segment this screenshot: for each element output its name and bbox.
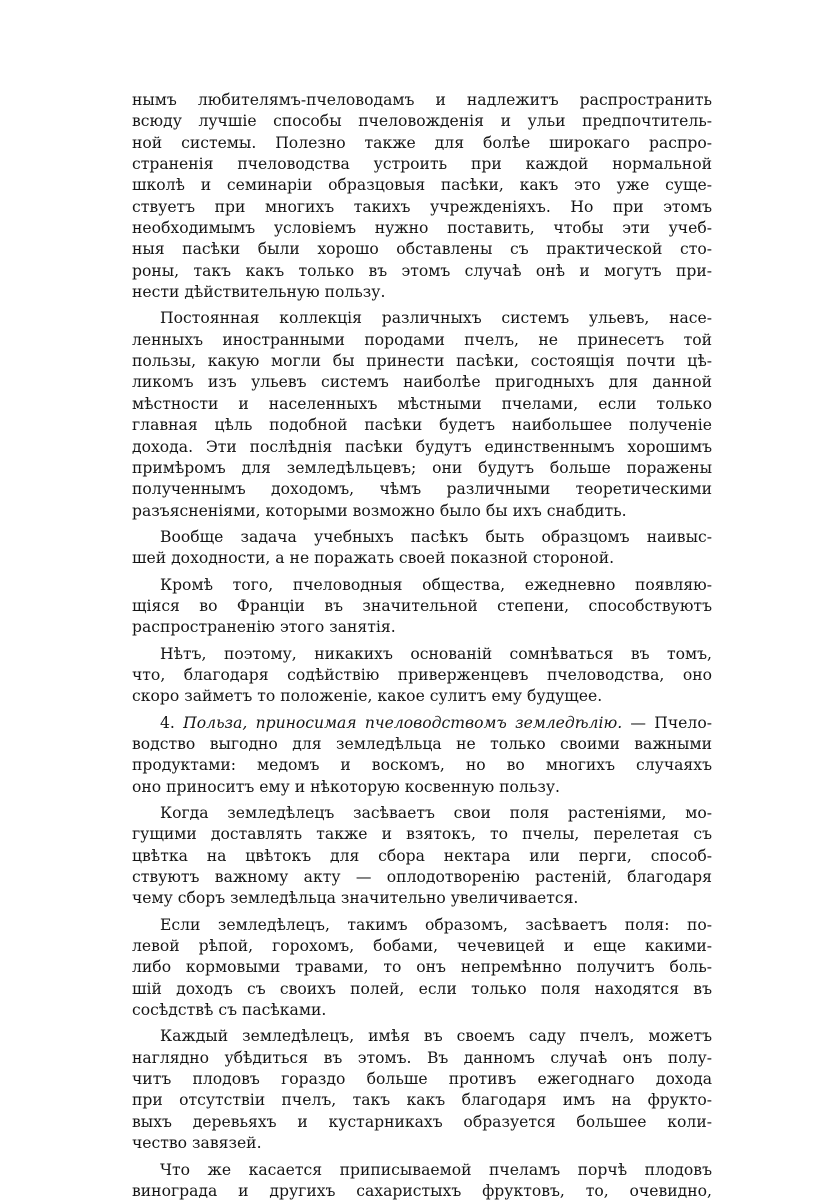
text-line: Постоянная коллекція различныхъ системъ ульевъ, насе-: [132, 308, 712, 329]
paragraph: [132, 527, 712, 570]
paragraph: [132, 308, 712, 521]
text-line: шей доходности, а не поражать своей показной стороной.: [132, 548, 712, 569]
text-line: распространенію этого занятія.: [132, 617, 712, 638]
text-line: гущими доставлять также и взятокъ, то пчелы, перелетая съ: [132, 824, 712, 845]
text-line: водство выгодно для земледѣльца не только своими важными: [132, 734, 712, 755]
text-line: чему сборъ земледѣльца значительно увеличивается.: [132, 888, 712, 909]
text-line: чество завязей.: [132, 1133, 712, 1154]
text-line: необходимымъ условіемъ нужно поставить, чтобы эти учеб-: [132, 218, 712, 239]
text-line: скоро займетъ то положеніе, какое сулитъ ему будущее.: [132, 686, 712, 707]
text-line: всюду лучшіе способы пчеловожденія и ульи предпочтитель-: [132, 111, 712, 132]
page-text-block: [132, 90, 712, 1202]
paragraph: [132, 90, 712, 303]
text-line: ленныхъ иностранными породами пчелъ, не принесетъ той: [132, 330, 712, 351]
paragraph: [132, 713, 712, 798]
text-line: нымъ любителямъ-пчеловодамъ и надлежитъ распространить: [132, 90, 712, 111]
text-line: цвѣтка на цвѣтокъ для сбора нектара или перги, способ-: [132, 846, 712, 867]
text-line: винограда и другихъ сахаристыхъ фруктовъ, то, очевидно,: [132, 1181, 712, 1202]
text-line: Каждый земледѣлецъ, имѣя въ своемъ саду пчелъ, можетъ: [132, 1026, 712, 1047]
text-line: мѣстности и населенныхъ мѣстными пчелами, если только: [132, 394, 712, 415]
text-line: при отсутствіи пчелъ, такъ какъ благодаря имъ на фрукто-: [132, 1090, 712, 1111]
text-line: наглядно убѣдиться въ этомъ. Въ данномъ случаѣ онъ полу-: [132, 1048, 712, 1069]
text-line: главная цѣль подобной пасѣки будетъ наибольшее полученіе: [132, 415, 712, 436]
text-line: ликомъ изъ ульевъ системъ наиболѣе пригодныхъ для данной: [132, 372, 712, 393]
section-heading-rest: — Пчело-: [630, 714, 712, 732]
text-line: ствуютъ важному акту — оплодотворенію растеній, благодаря: [132, 867, 712, 888]
text-line: Что же касается приписываемой пчеламъ порчѣ плодовъ: [132, 1160, 712, 1181]
text-line: продуктами: медомъ и воскомъ, но во многихъ случаяхъ: [132, 755, 712, 776]
text-line: Кромѣ того, пчеловодныя общества, ежедневно появляю-: [132, 575, 712, 596]
section-number: 4.: [160, 714, 175, 732]
text-line: ной системы. Полезно также для болѣе широкаго распро-: [132, 133, 712, 154]
paragraph: [132, 1160, 712, 1202]
text-line: примѣромъ для земледѣльцевъ; они будутъ больше поражены: [132, 458, 712, 479]
text-line: страненія пчеловодства устроить при каждой нормальной: [132, 154, 712, 175]
text-line: ствуетъ при многихъ такихъ учрежденіяхъ. Но при этомъ: [132, 197, 712, 218]
text-line: читъ плодовъ гораздо больше противъ ежегоднаго дохода: [132, 1069, 712, 1090]
text-line: сосѣдствѣ съ пасѣками.: [132, 1000, 712, 1021]
text-line: разъясненіями, которыми возможно было бы ихъ снабдить.: [132, 501, 712, 522]
text-line: роны, такъ какъ только въ этомъ случаѣ онѣ и могутъ при-: [132, 261, 712, 282]
text-line: что, благодаря содѣйствію приверженцевъ пчеловодства, оно: [132, 665, 712, 686]
section-title: Польза, приносимая пчеловодствомъ земледѣлію.: [183, 714, 622, 732]
text-line: полученнымъ доходомъ, чѣмъ различными теоретическими: [132, 479, 712, 500]
paragraph: [132, 803, 712, 910]
text-line: дохода. Эти послѣднія пасѣки будутъ единственнымъ хорошимъ: [132, 437, 712, 458]
text-line: нести дѣйствительную пользу.: [132, 282, 712, 303]
text-line: щіяся во Франціи въ значительной степени, способствуютъ: [132, 596, 712, 617]
text-line: либо кормовыми травами, то онъ непремѣнно получитъ боль-: [132, 957, 712, 978]
section-heading-line: [132, 713, 712, 734]
text-line: левой рѣпой, горохомъ, бобами, чечевицей и еще какими-: [132, 936, 712, 957]
text-line: пользы, какую могли бы принести пасѣки, состоящія почти цѣ-: [132, 351, 712, 372]
text-line: оно приноситъ ему и нѣкоторую косвенную пользу.: [132, 777, 712, 798]
text-line: шій доходъ съ своихъ полей, если только поля находятся въ: [132, 979, 712, 1000]
text-line: Вообще задача учебныхъ пасѣкъ быть образцомъ наивыс-: [132, 527, 712, 548]
paragraph: [132, 644, 712, 708]
text-line: Когда земледѣлецъ засѣваетъ свои поля растеніями, мо-: [132, 803, 712, 824]
text-line: выхъ деревьяхъ и кустарникахъ образуется большее коли-: [132, 1112, 712, 1133]
text-line: Если земледѣлецъ, такимъ образомъ, засѣваетъ поля: по-: [132, 915, 712, 936]
paragraph: [132, 575, 712, 639]
text-line: ныя пасѣки были хорошо обставлены съ практической сто-: [132, 239, 712, 260]
text-line: школѣ и семинаріи образцовыя пасѣки, какъ это уже суще-: [132, 175, 712, 196]
paragraph: [132, 915, 712, 1022]
text-line: Нѣтъ, поэтому, никакихъ основаній сомнѣваться въ томъ,: [132, 644, 712, 665]
paragraph: [132, 1026, 712, 1154]
